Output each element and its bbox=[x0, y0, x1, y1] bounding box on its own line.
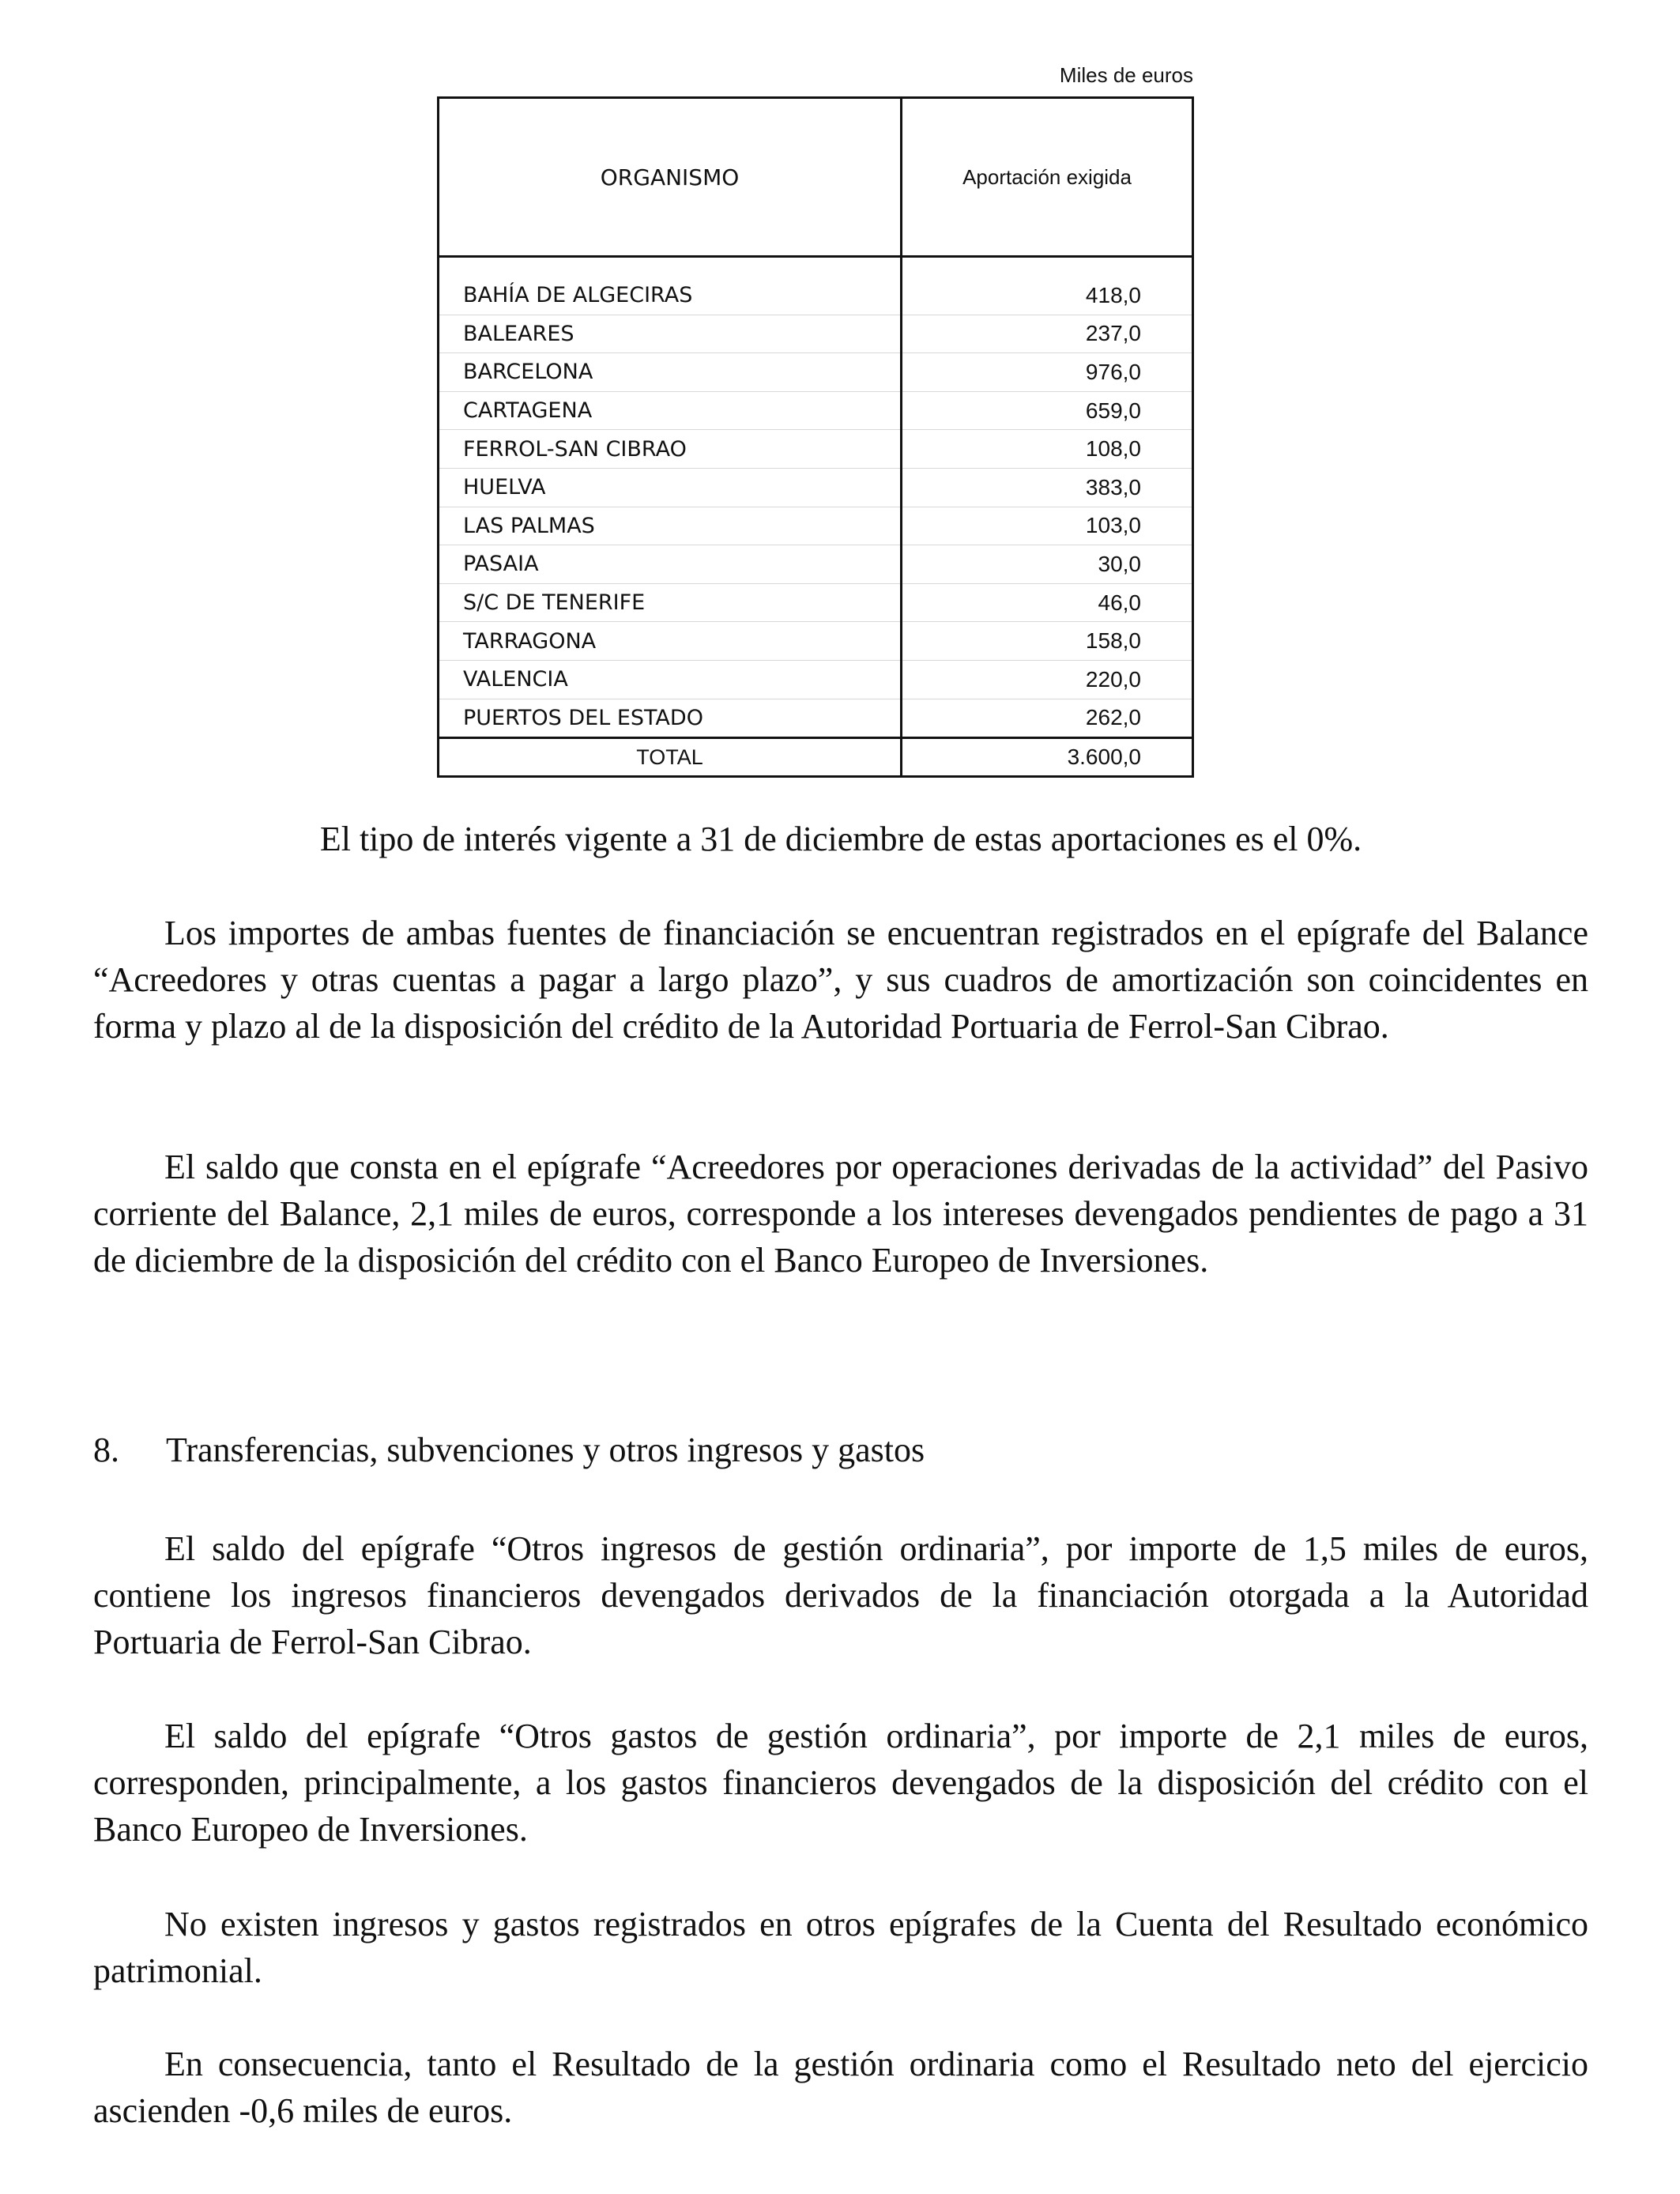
cell-organismo: FERROL-SAN CIBRAO bbox=[439, 430, 902, 469]
cell-organismo: CARTAGENA bbox=[439, 391, 902, 430]
cell-aportacion: 158,0 bbox=[902, 622, 1193, 661]
total-label: TOTAL bbox=[439, 738, 902, 777]
table-row bbox=[439, 660, 1193, 699]
cell-aportacion: 237,0 bbox=[902, 315, 1193, 353]
unit-label: Miles de euros bbox=[1059, 63, 1193, 87]
cell-aportacion: 976,0 bbox=[902, 353, 1193, 392]
paragraph-other-expenses-block bbox=[93, 1713, 1588, 1853]
table-row bbox=[439, 315, 1193, 353]
section-heading bbox=[93, 1427, 1588, 1473]
paragraph-other-income: El saldo del epígrafe “Otros ingresos de gestión ordinaria”, por importe de 1,5 miles de euros, contiene los ingresos financieros devengados derivados de la financiación otorgada a la Autoridad Portuaria de Ferrol-San Cibrao. bbox=[93, 1529, 1588, 1661]
table-total-row bbox=[439, 738, 1193, 777]
cell-aportacion: 659,0 bbox=[902, 391, 1193, 430]
section-number: 8. bbox=[93, 1431, 119, 1469]
section-heading-block bbox=[93, 1427, 1588, 1473]
paragraph-interest-rate-block bbox=[93, 816, 1588, 862]
paragraph-result-block bbox=[93, 2041, 1588, 2134]
table-row bbox=[439, 468, 1193, 507]
table-row bbox=[439, 353, 1193, 392]
cell-aportacion: 383,0 bbox=[902, 468, 1193, 507]
table-row bbox=[439, 699, 1193, 738]
cell-organismo: BALEARES bbox=[439, 315, 902, 353]
table-row bbox=[439, 507, 1193, 545]
table-row bbox=[439, 391, 1193, 430]
paragraph-current-liabilities: El saldo que consta en el epígrafe “Acreedores por operaciones derivadas de la actividad” del Pasivo corriente del Balance, 2,1 miles de euros, corresponde a los intereses devengados pendientes de pago a 31 de diciembre de la disposición del crédito con el Banco Europeo de Inversiones. bbox=[93, 1148, 1588, 1280]
cell-organismo: HUELVA bbox=[439, 468, 902, 507]
table-header-row bbox=[439, 98, 1193, 257]
cell-aportacion: 30,0 bbox=[902, 545, 1193, 584]
cell-aportacion: 103,0 bbox=[902, 507, 1193, 545]
header-aportacion: Aportación exigida bbox=[902, 98, 1193, 257]
cell-organismo: BARCELONA bbox=[439, 353, 902, 392]
cell-organismo: PASAIA bbox=[439, 545, 902, 584]
table-row bbox=[439, 622, 1193, 661]
cell-organismo: VALENCIA bbox=[439, 660, 902, 699]
paragraph-result: En consecuencia, tanto el Resultado de la gestión ordinaria como el Resultado neto del ejercicio ascienden -0,6 miles de euros. bbox=[93, 2045, 1588, 2130]
cell-organismo: PUERTOS DEL ESTADO bbox=[439, 699, 902, 738]
paragraph-current-liabilities-block bbox=[93, 1144, 1588, 1284]
paragraph-balance: Los importes de ambas fuentes de financiación se encuentran registrados en el epígrafe del Balance “Acreedores y otras cuentas a pagar a largo plazo”, y sus cuadros de amortización son coincidentes en forma y plazo al de la disposición del crédito de la Autoridad Portuaria de Ferrol-San Cibrao. bbox=[93, 914, 1588, 1046]
cell-aportacion: 108,0 bbox=[902, 430, 1193, 469]
cell-organismo: S/C DE TENERIFE bbox=[439, 583, 902, 622]
cell-aportacion: 418,0 bbox=[902, 277, 1193, 315]
table-row bbox=[439, 277, 1193, 315]
paragraph-other-expenses: El saldo del epígrafe “Otros gastos de gestión ordinaria”, por importe de 2,1 miles de euros, corresponden, principalmente, a los gastos financieros devengados de la disposición del crédito con el Banco Europeo de Inversiones. bbox=[93, 1717, 1588, 1849]
contributions-table bbox=[437, 96, 1194, 778]
table-spacer-row bbox=[439, 257, 1193, 277]
paragraph-other-income-block bbox=[93, 1525, 1588, 1665]
paragraph-balance-block bbox=[93, 910, 1588, 1050]
cell-aportacion: 262,0 bbox=[902, 699, 1193, 738]
paragraph-no-other-block bbox=[93, 1901, 1588, 1994]
section-title: Transferencias, subvenciones y otros ingresos y gastos bbox=[166, 1431, 925, 1469]
cell-organismo: BAHÍA DE ALGECIRAS bbox=[439, 277, 902, 315]
cell-organismo: TARRAGONA bbox=[439, 622, 902, 661]
table-row bbox=[439, 583, 1193, 622]
cell-organismo: LAS PALMAS bbox=[439, 507, 902, 545]
table-row bbox=[439, 545, 1193, 584]
paragraph-no-other: No existen ingresos y gastos registrados en otros epígrafes de la Cuenta del Resultado económico patrimonial. bbox=[93, 1905, 1588, 1990]
cell-aportacion: 46,0 bbox=[902, 583, 1193, 622]
total-value: 3.600,0 bbox=[902, 738, 1193, 777]
cell-aportacion: 220,0 bbox=[902, 660, 1193, 699]
table-row bbox=[439, 430, 1193, 469]
paragraph-interest-rate: El tipo de interés vigente a 31 de diciembre de estas aportaciones es el 0%. bbox=[319, 820, 1362, 858]
header-organismo: ORGANISMO bbox=[439, 98, 902, 257]
